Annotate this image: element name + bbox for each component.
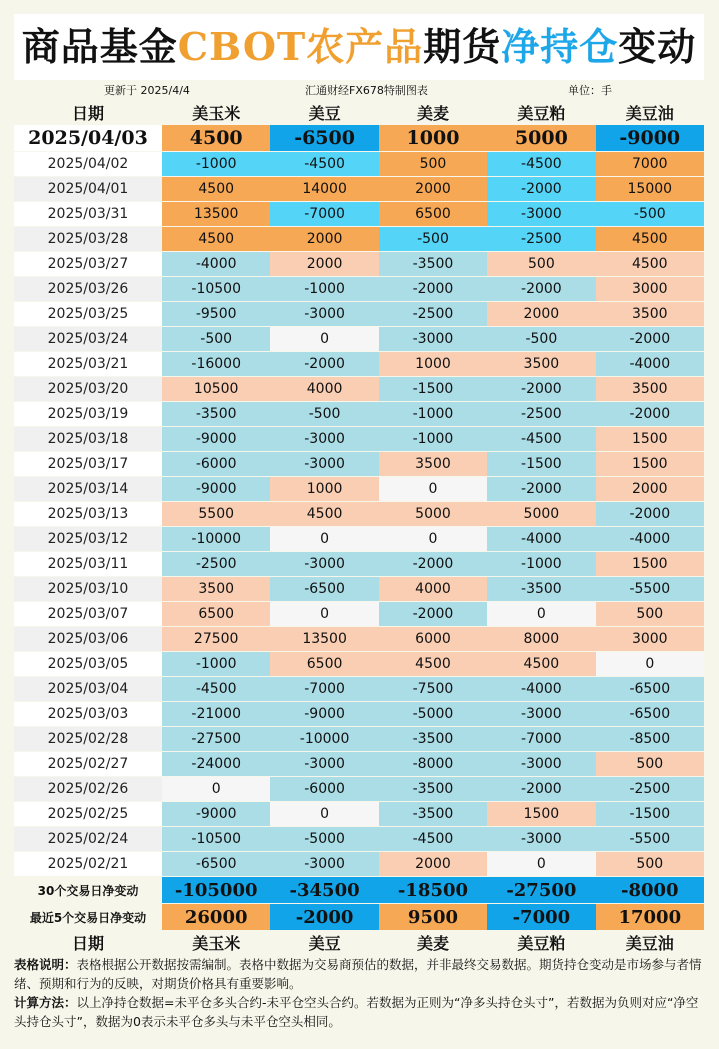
table-row [14, 502, 704, 526]
notes-label-1: 表格说明： [14, 957, 77, 972]
summary-soybeans: -2000 [270, 904, 378, 930]
footer-header-date: 日期 [14, 931, 162, 954]
summary-soyoil: 17000 [596, 904, 704, 930]
cell-soyoil: -8500 [596, 727, 704, 751]
row-date: 2025/03/06 [14, 627, 162, 651]
table-row [14, 777, 704, 801]
cell-soymeal: 0 [487, 602, 595, 626]
cell-soybeans: -3000 [270, 852, 378, 876]
header-wheat: 美麦 [379, 101, 487, 124]
cell-soyoil: -2000 [596, 502, 704, 526]
row-date: 2025/03/21 [14, 352, 162, 376]
cell-corn: 6500 [162, 602, 270, 626]
cell-wheat: 5000 [379, 502, 487, 526]
row-date: 2025/03/26 [14, 277, 162, 301]
table-row [14, 252, 704, 276]
cell-soymeal: 5000 [487, 125, 595, 151]
table-row [14, 277, 704, 301]
row-date: 2025/03/20 [14, 377, 162, 401]
cell-corn: -10500 [162, 827, 270, 851]
cell-soymeal: 1500 [487, 802, 595, 826]
latest-row [14, 125, 704, 151]
footer-header-row [14, 931, 704, 954]
cell-soybeans: 0 [270, 802, 378, 826]
cell-wheat: -1000 [379, 427, 487, 451]
cell-wheat: -1500 [379, 377, 487, 401]
notes-description [14, 955, 704, 993]
cell-soymeal: -3000 [487, 202, 595, 226]
cell-corn: -9500 [162, 302, 270, 326]
table-row [14, 177, 704, 201]
cell-soymeal: -3000 [487, 702, 595, 726]
summary-corn: 26000 [162, 904, 270, 930]
cell-corn: 5500 [162, 502, 270, 526]
notes-text-1: 表格根据公开数据按需编制。表格中数据为交易商预估的数据，并非最终交易数据。期货持仓变动是市场参与者情绪、预期和行为的反映，对期货价格具有重要影响。 [14, 957, 702, 991]
table-row [14, 577, 704, 601]
cell-soyoil: 500 [596, 852, 704, 876]
cell-wheat: 0 [379, 477, 487, 501]
cell-soyoil: 4500 [596, 252, 704, 276]
cell-soybeans: -3000 [270, 752, 378, 776]
cell-soyoil: 4500 [596, 227, 704, 251]
cell-soybeans: -4500 [270, 152, 378, 176]
cell-soybeans: 14000 [270, 177, 378, 201]
row-date: 2025/03/11 [14, 552, 162, 576]
cell-wheat: 500 [379, 152, 487, 176]
footer-header-wheat: 美麦 [379, 931, 487, 954]
cell-soymeal: -4000 [487, 527, 595, 551]
row-date: 2025/02/27 [14, 752, 162, 776]
row-date: 2025/03/04 [14, 677, 162, 701]
cell-wheat: 0 [379, 527, 487, 551]
header-date: 日期 [14, 101, 162, 124]
row-date: 2025/04/02 [14, 152, 162, 176]
cell-wheat: 3500 [379, 452, 487, 476]
header-soymeal: 美豆粕 [487, 101, 595, 124]
header-soyoil: 美豆油 [596, 101, 704, 124]
header-corn: 美玉米 [162, 101, 270, 124]
cell-soyoil: -6500 [596, 677, 704, 701]
cell-corn: -9000 [162, 477, 270, 501]
cell-corn: -10500 [162, 277, 270, 301]
row-date: 2025/03/05 [14, 652, 162, 676]
cell-soybeans: 0 [270, 327, 378, 351]
cell-wheat: -2000 [379, 552, 487, 576]
row-date: 2025/03/31 [14, 202, 162, 226]
cell-soybeans: 13500 [270, 627, 378, 651]
notes [14, 955, 704, 1031]
summary-label: 30个交易日净变动 [14, 877, 162, 903]
summary-corn: -105000 [162, 877, 270, 903]
table-row [14, 427, 704, 451]
row-date: 2025/04/03 [14, 125, 162, 151]
cell-soymeal: 0 [487, 852, 595, 876]
cell-soymeal: -2000 [487, 477, 595, 501]
cell-wheat: -500 [379, 227, 487, 251]
table-row [14, 852, 704, 876]
cell-wheat: -4500 [379, 827, 487, 851]
cell-corn: 0 [162, 777, 270, 801]
cell-wheat: -3500 [379, 252, 487, 276]
cell-soymeal: -2500 [487, 227, 595, 251]
table-row [14, 402, 704, 426]
cell-corn: -3500 [162, 402, 270, 426]
table-row [14, 552, 704, 576]
cell-soyoil: -1500 [596, 802, 704, 826]
cell-soymeal: -7000 [487, 727, 595, 751]
row-date: 2025/03/13 [14, 502, 162, 526]
cell-soybeans: 4000 [270, 377, 378, 401]
table-row [14, 827, 704, 851]
row-date: 2025/02/24 [14, 827, 162, 851]
table-row [14, 202, 704, 226]
cell-corn: -6500 [162, 852, 270, 876]
cell-corn: -6000 [162, 452, 270, 476]
row-date: 2025/03/24 [14, 327, 162, 351]
cell-soymeal: 2000 [487, 302, 595, 326]
unit-label: 单位：手 [568, 84, 612, 97]
update-date: 更新于 2025/4/4 [104, 84, 190, 97]
cell-soyoil: 1500 [596, 552, 704, 576]
cell-corn: 4500 [162, 125, 270, 151]
title-part-1: 商品基金 [21, 24, 178, 69]
cell-wheat: -8000 [379, 752, 487, 776]
cell-soyoil: -5500 [596, 827, 704, 851]
cell-corn: -24000 [162, 752, 270, 776]
table-row [14, 452, 704, 476]
cell-soybeans: -6000 [270, 777, 378, 801]
summary-soymeal: -27500 [487, 877, 595, 903]
cell-soyoil: -2000 [596, 327, 704, 351]
table-row [14, 802, 704, 826]
cell-wheat: -3500 [379, 777, 487, 801]
title-part-5: 变动 [618, 24, 697, 69]
summary-soymeal: -7000 [487, 904, 595, 930]
title-part-2: CBOT农产品 [177, 24, 424, 69]
table-row [14, 702, 704, 726]
cell-soymeal: -3000 [487, 752, 595, 776]
cell-soybeans: 6500 [270, 652, 378, 676]
cell-soyoil: 7000 [596, 152, 704, 176]
cell-wheat: -2500 [379, 302, 487, 326]
cell-wheat: 4000 [379, 577, 487, 601]
cell-wheat: -3000 [379, 327, 487, 351]
cell-soybeans: -3000 [270, 452, 378, 476]
cell-soyoil: 3500 [596, 377, 704, 401]
cell-wheat: 2000 [379, 852, 487, 876]
cell-soyoil: 2000 [596, 477, 704, 501]
cell-soyoil: -6500 [596, 702, 704, 726]
cell-corn: 3500 [162, 577, 270, 601]
cell-corn: -16000 [162, 352, 270, 376]
row-date: 2025/03/14 [14, 477, 162, 501]
cell-soybeans: -1000 [270, 277, 378, 301]
row-date: 2025/02/21 [14, 852, 162, 876]
table-row [14, 302, 704, 326]
table-row [14, 527, 704, 551]
cell-soyoil: 3000 [596, 627, 704, 651]
cell-wheat: -7500 [379, 677, 487, 701]
row-date: 2025/03/19 [14, 402, 162, 426]
cell-wheat: 1000 [379, 352, 487, 376]
cell-soybeans: 4500 [270, 502, 378, 526]
header-row [14, 101, 704, 124]
cell-corn: -2500 [162, 552, 270, 576]
cell-soymeal: 5000 [487, 502, 595, 526]
cell-corn: -9000 [162, 802, 270, 826]
cell-soyoil: 3000 [596, 277, 704, 301]
row-date: 2025/03/07 [14, 602, 162, 626]
cell-wheat: 2000 [379, 177, 487, 201]
cell-soyoil: 1500 [596, 427, 704, 451]
cell-corn: -27500 [162, 727, 270, 751]
cell-soybeans: -5000 [270, 827, 378, 851]
row-date: 2025/03/25 [14, 302, 162, 326]
cell-soyoil: 15000 [596, 177, 704, 201]
cell-soymeal: 4500 [487, 652, 595, 676]
footer-header-soymeal: 美豆粕 [487, 931, 595, 954]
cell-soymeal: -1000 [487, 552, 595, 576]
cell-soymeal: -2000 [487, 277, 595, 301]
row-date: 2025/03/18 [14, 427, 162, 451]
table-row [14, 477, 704, 501]
cell-soybeans: 2000 [270, 252, 378, 276]
cell-wheat: 6000 [379, 627, 487, 651]
cell-corn: -4000 [162, 252, 270, 276]
cell-corn: 13500 [162, 202, 270, 226]
table-row [14, 327, 704, 351]
cell-soyoil: 0 [596, 652, 704, 676]
cell-corn: -10000 [162, 527, 270, 551]
row-date: 2025/04/01 [14, 177, 162, 201]
cell-soybeans: -3000 [270, 302, 378, 326]
footer-header-corn: 美玉米 [162, 931, 270, 954]
cell-corn: -4500 [162, 677, 270, 701]
cell-soyoil: 3500 [596, 302, 704, 326]
table-row [14, 352, 704, 376]
cell-soybeans: -2000 [270, 352, 378, 376]
cell-wheat: -3500 [379, 727, 487, 751]
cell-soyoil: 1500 [596, 452, 704, 476]
cell-soyoil: -500 [596, 202, 704, 226]
cell-soybeans: -7000 [270, 202, 378, 226]
cell-wheat: 1000 [379, 125, 487, 151]
cell-soymeal: -3000 [487, 827, 595, 851]
cell-soybeans: -3000 [270, 552, 378, 576]
table-footer [14, 877, 704, 954]
row-date: 2025/03/28 [14, 227, 162, 251]
cell-soymeal: -4500 [487, 152, 595, 176]
cell-soybeans: -3000 [270, 427, 378, 451]
cell-soybeans: -6500 [270, 577, 378, 601]
cell-corn: -1000 [162, 652, 270, 676]
cell-soybeans: 0 [270, 602, 378, 626]
summary-30-day-row [14, 877, 704, 903]
cell-corn: -500 [162, 327, 270, 351]
cell-wheat: -2000 [379, 277, 487, 301]
cell-soybeans: -6500 [270, 125, 378, 151]
source-label: 汇通财经FX678特制图表 [305, 84, 428, 97]
cell-soymeal: -4000 [487, 677, 595, 701]
cell-soybeans: 2000 [270, 227, 378, 251]
cell-soymeal: -2500 [487, 402, 595, 426]
table-row [14, 602, 704, 626]
table-row [14, 377, 704, 401]
table-row [14, 677, 704, 701]
cell-soybeans: -500 [270, 402, 378, 426]
summary-label: 最近5个交易日净变动 [14, 904, 162, 930]
header-soybeans: 美豆 [270, 101, 378, 124]
cell-wheat: -5000 [379, 702, 487, 726]
row-date: 2025/02/25 [14, 802, 162, 826]
cell-soyoil: 500 [596, 752, 704, 776]
cell-soymeal: -2000 [487, 377, 595, 401]
cell-soymeal: 500 [487, 252, 595, 276]
row-date: 2025/03/03 [14, 702, 162, 726]
title-part-4: 净持仓 [501, 24, 619, 69]
table-row [14, 652, 704, 676]
notes-label-2: 计算方法： [14, 995, 77, 1010]
row-date: 2025/03/17 [14, 452, 162, 476]
cell-soyoil: -5500 [596, 577, 704, 601]
notes-method [14, 993, 704, 1031]
cell-corn: 4500 [162, 177, 270, 201]
cell-soymeal: -1500 [487, 452, 595, 476]
row-date: 2025/03/12 [14, 527, 162, 551]
footer-header-soyoil: 美豆油 [596, 931, 704, 954]
notes-text-2: 以上净持仓数据=未平仓多头合约-未平仓空头合约。若数据为正则为“净多头持仓头寸”，若数据为负则对应“净空头持仓头寸”，数据为0表示未平仓多头与未平仓空头相同。 [14, 995, 699, 1029]
cell-soyoil: -4000 [596, 527, 704, 551]
cell-soyoil: -9000 [596, 125, 704, 151]
cell-corn: -9000 [162, 427, 270, 451]
row-date: 2025/02/28 [14, 727, 162, 751]
summary-5-day-row [14, 904, 704, 930]
cell-wheat: -2000 [379, 602, 487, 626]
cell-soybeans: 0 [270, 527, 378, 551]
cell-soymeal: -2000 [487, 777, 595, 801]
table-row [14, 152, 704, 176]
cell-corn: -1000 [162, 152, 270, 176]
row-date: 2025/02/26 [14, 777, 162, 801]
table-body [14, 125, 704, 876]
row-date: 2025/03/10 [14, 577, 162, 601]
cell-corn: -21000 [162, 702, 270, 726]
cell-soyoil: 500 [596, 602, 704, 626]
cell-soybeans: 1000 [270, 477, 378, 501]
net-position-table [14, 100, 704, 955]
cell-soymeal: -3500 [487, 577, 595, 601]
cell-wheat: 4500 [379, 652, 487, 676]
footer-header-soybeans: 美豆 [270, 931, 378, 954]
cell-soyoil: -2500 [596, 777, 704, 801]
cell-soyoil: -4000 [596, 352, 704, 376]
summary-soybeans: -34500 [270, 877, 378, 903]
cell-soybeans: -9000 [270, 702, 378, 726]
cell-corn: 10500 [162, 377, 270, 401]
summary-soyoil: -8000 [596, 877, 704, 903]
cell-wheat: -3500 [379, 802, 487, 826]
cell-wheat: 6500 [379, 202, 487, 226]
cell-soymeal: -2000 [487, 177, 595, 201]
cell-corn: 4500 [162, 227, 270, 251]
cell-corn: 27500 [162, 627, 270, 651]
title-part-3: 期货 [423, 24, 502, 69]
cell-soybeans: -10000 [270, 727, 378, 751]
cell-soymeal: 8000 [487, 627, 595, 651]
cell-soybeans: -7000 [270, 677, 378, 701]
table-row [14, 227, 704, 251]
cell-soymeal: -500 [487, 327, 595, 351]
table-row [14, 627, 704, 651]
table-row [14, 727, 704, 751]
table-row [14, 752, 704, 776]
row-date: 2025/03/27 [14, 252, 162, 276]
cell-wheat: -1000 [379, 402, 487, 426]
summary-wheat: -18500 [379, 877, 487, 903]
summary-wheat: 9500 [379, 904, 487, 930]
cell-soymeal: -4500 [487, 427, 595, 451]
cell-soymeal: 3500 [487, 352, 595, 376]
cell-soyoil: -2000 [596, 402, 704, 426]
page-title [14, 14, 704, 80]
